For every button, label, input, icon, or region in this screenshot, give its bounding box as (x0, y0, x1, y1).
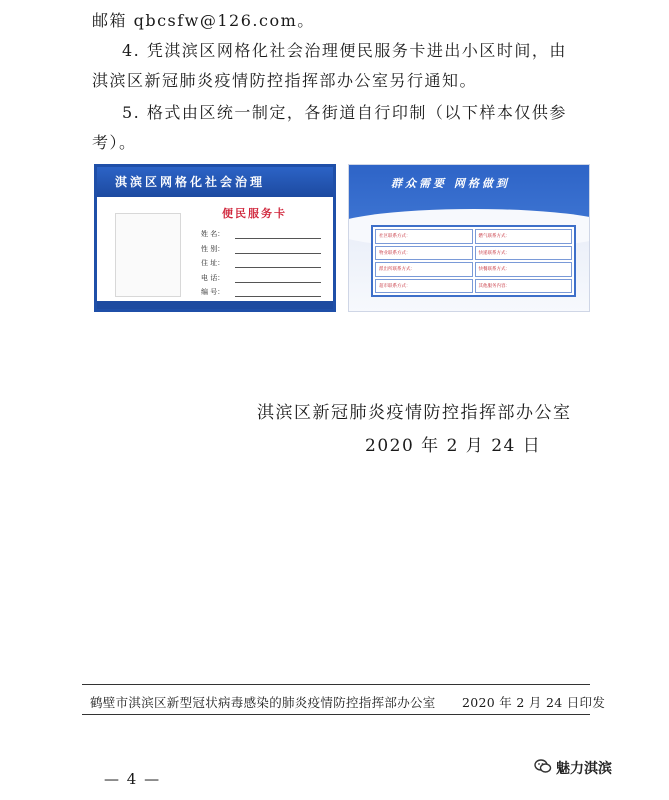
card-title: 淇滨区网格化社会治理 (115, 175, 266, 189)
card-subtitle: 便民服务卡 (222, 207, 287, 220)
card-fields (201, 229, 321, 302)
footer-issuer: 鹤壁市淇滨区新型冠状病毒感染的肺炎疫情防控指挥部办公室 (90, 695, 436, 710)
item-5-line-1: 5. 格式由区统一制定，各街道自行印制（以下样本仅供参 (122, 103, 567, 122)
contact-cell: 其他服务内容： (475, 279, 573, 294)
signature-date: 2020 年 2 月 24 日 (365, 436, 542, 456)
email-line: 邮箱 qbcsfw@126.com。 (92, 11, 315, 30)
contact-cell: 燃气联系方式： (475, 229, 573, 244)
contact-cell: 社区联系方式： (375, 229, 473, 244)
contact-cell: 物业联系方式： (375, 246, 473, 261)
card-bottom-band (97, 301, 333, 309)
footer-top-rule (82, 684, 590, 685)
signature-org: 淇滨区新冠肺炎疫情防控指挥部办公室 (257, 403, 572, 423)
wechat-icon (534, 757, 552, 775)
item-4-line-1: 4. 凭淇滨区网格化社会治理便民服务卡进出小区时间，由 (122, 41, 567, 60)
card-field: 性 别： (201, 244, 321, 259)
page-number: — 4 — (104, 770, 161, 788)
item-4-line-2: 淇滨区新冠肺炎疫情防控指挥部办公室另行通知。 (92, 71, 478, 90)
contact-grid (371, 225, 576, 297)
contact-cell: 派出所联系方式： (375, 262, 473, 277)
service-card-back (348, 164, 590, 312)
card-slogan: 群众需要 网格做到 (391, 177, 510, 190)
photo-placeholder (115, 213, 181, 297)
card-field: 住 址： (201, 258, 321, 273)
footer-bottom-rule (82, 714, 590, 715)
footer-issued-date: 2020 年 2 月 24 日印发 (462, 695, 606, 710)
card-field: 电 话： (201, 273, 321, 288)
watermark-text: 魅力淇滨 (556, 761, 612, 777)
card-field: 编 号： (201, 287, 321, 302)
contact-cell: 快餐联系方式： (475, 262, 573, 277)
item-5-line-2: 考）。 (92, 133, 137, 152)
card-field: 姓 名： (201, 229, 321, 244)
contact-cell: 超市联系方式： (375, 279, 473, 294)
service-card-front (94, 164, 336, 312)
contact-cell: 快递联系方式： (475, 246, 573, 261)
